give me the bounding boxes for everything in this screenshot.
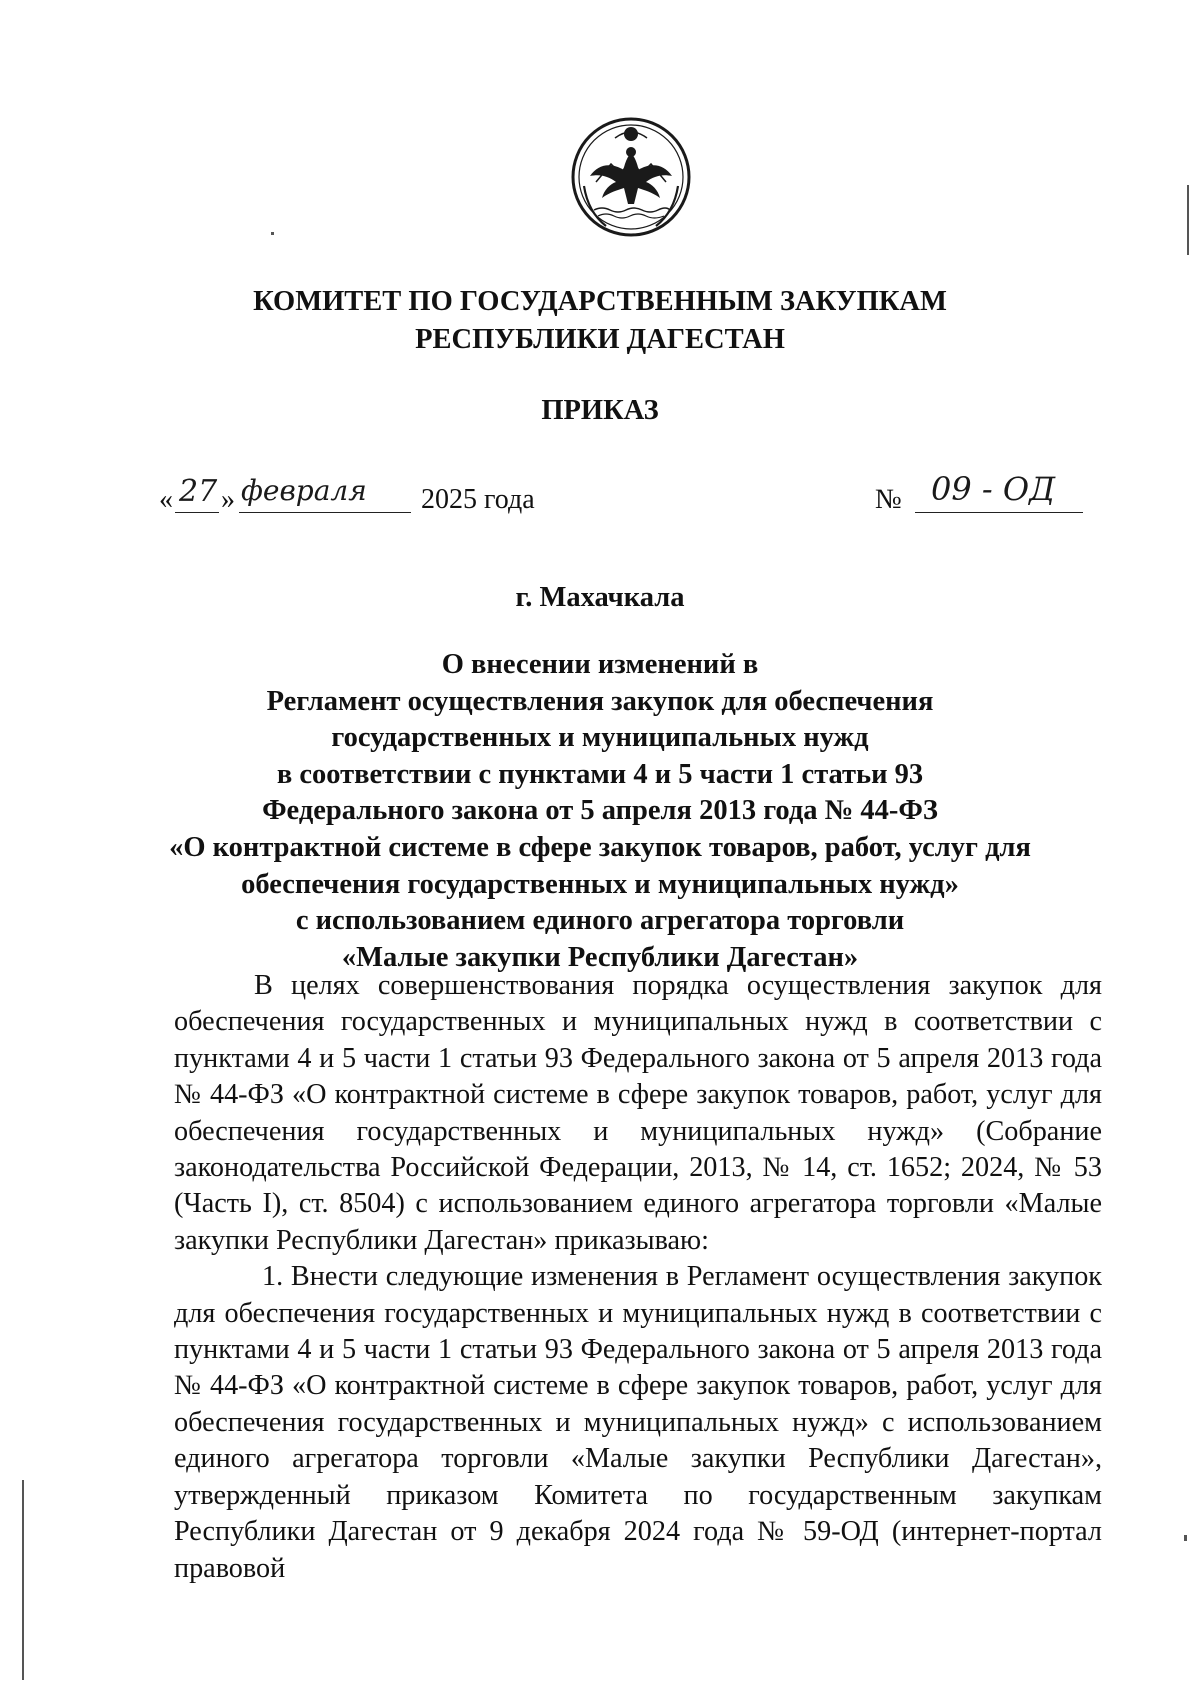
city: г. Махачкала xyxy=(515,582,685,613)
order-body xyxy=(174,968,1102,1587)
coat-of-arms-icon xyxy=(566,112,696,242)
number-value-handwritten: 09 - ОД xyxy=(931,470,1056,508)
subject-line: «О контрактной системе в сфере закупок товаров, работ, услуг для xyxy=(169,831,1031,863)
subject-line: в соответствии с пунктами 4 и 5 части 1 статьи 93 xyxy=(276,758,924,790)
preamble-paragraph: В целях совершенствования порядка осуществления закупок для обеспечения государственных и муниципальных нужд в соответствии с пунктами 4 и 5 части 1 статьи 93 Федерального закона от 5 апреля 2013 года № 44-ФЗ «О контрактной системе в сфере закупок товаров, работ, услуг для обеспечения государственных и муниципальных нужд» (Собрание законодательства Российской Федерации, 2013, № 14, ст. 1652; 2024, № 53 (Часть I), ст. 8504) с использованием единого агрегатора торговли «Малые закупки Республики Дагестан» приказываю: xyxy=(174,970,1102,1256)
date-year-text: 2025 года xyxy=(421,484,535,515)
date-open-quote: « xyxy=(159,484,173,515)
date-day-handwritten: 27 xyxy=(179,474,218,509)
number-underline xyxy=(915,512,1083,513)
organization-title xyxy=(100,283,1100,359)
subject-line: Регламент осуществления закупок для обеспечения xyxy=(266,685,934,717)
order-date xyxy=(159,474,579,518)
subject-line: Федерального закона от 5 апреля 2013 года № 44-ФЗ xyxy=(262,795,938,827)
order-subject xyxy=(100,647,1100,976)
subject-line: обеспечения государственных и муниципальных нужд» xyxy=(241,868,959,900)
subject-line: О внесении изменений в xyxy=(441,649,759,680)
item-1-paragraph: 1. Внести следующие изменения в Регламент осуществления закупок для обеспечения государственных и муниципальных нужд в соответствии с пунктами 4 и 5 части 1 статьи 93 Федерального закона от 5 апреля 2013 года № 44-ФЗ «О контрактной системе в сфере закупок товаров, работ, услуг для обеспечения государственных и муниципальных нужд» с использованием единого агрегатора торговли «Малые закупки Республики Дагестан», утвержденный приказом Комитета по государственным закупкам Республики Дагестан от 9 декабря 2024 года № 59-ОД (интернет-портал правовой xyxy=(174,1261,1102,1584)
scan-edge-mark xyxy=(22,1480,24,1680)
scan-dot-mark xyxy=(271,232,274,235)
scan-dot-mark xyxy=(1184,1535,1187,1541)
number-label: № xyxy=(875,484,902,515)
order-title: ПРИКАЗ xyxy=(541,395,659,426)
organization-title-line-2: РЕСПУБЛИКИ ДАГЕСТАН xyxy=(415,324,785,355)
scan-edge-mark xyxy=(1187,185,1189,255)
date-day-underline xyxy=(175,512,219,513)
date-close-quote: » xyxy=(221,484,235,515)
order-number xyxy=(875,470,1085,518)
subject-line: государственных и муниципальных нужд xyxy=(331,722,869,754)
date-month-handwritten: февраля xyxy=(241,474,367,507)
subject-line: с использованием единого агрегатора торговли xyxy=(295,905,905,937)
date-month-underline xyxy=(239,512,411,513)
organization-title-line-1: КОМИТЕТ ПО ГОСУДАРСТВЕННЫМ ЗАКУПКАМ xyxy=(253,286,947,317)
subject-line: «Малые закупки Республики Дагестан» xyxy=(341,941,859,973)
